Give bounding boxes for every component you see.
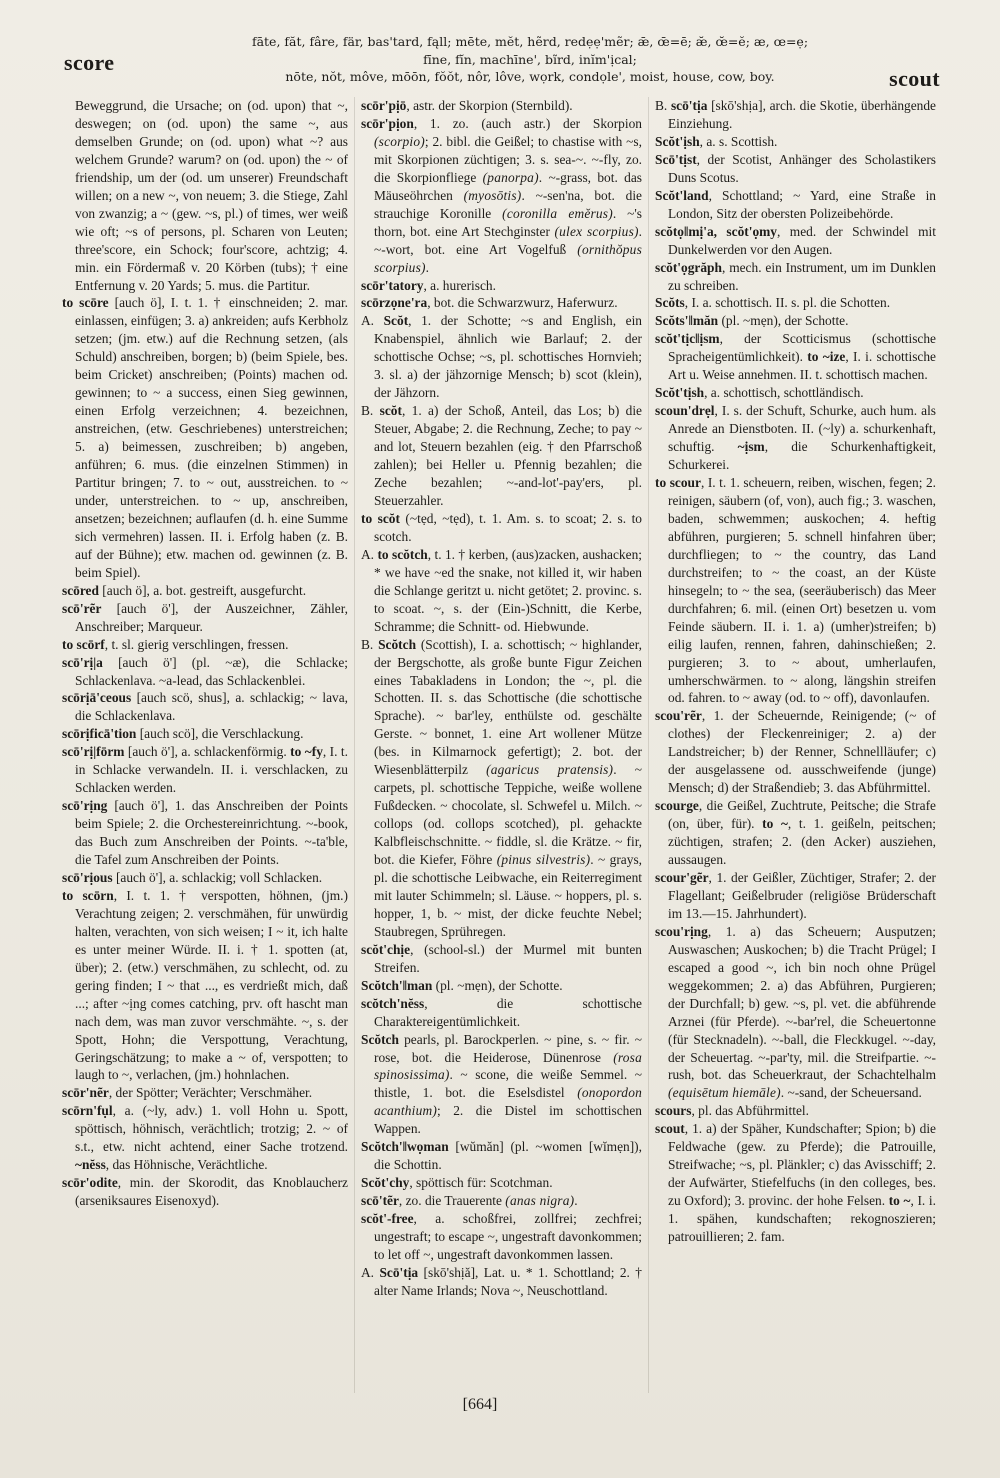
entry-text: . ~ scone, die weiße Semmel. ~ thistle, 1. bot. die Eselsdistel bbox=[374, 1067, 642, 1101]
entry-text: . ~-wort, bot. eine Art Vogelfuß bbox=[374, 223, 643, 257]
dictionary-entry bbox=[655, 797, 936, 869]
headword: scōrn'fụl bbox=[62, 1103, 113, 1119]
headword: scou'rịng bbox=[655, 923, 708, 939]
entry-text: , mech. ein Instrument, um im Dunklen zu schreiben. bbox=[668, 259, 936, 293]
entry-text: (pl. ~mẹn), der Schotte. bbox=[432, 977, 563, 993]
scientific-name: (ornithŏpus scorpius) bbox=[374, 241, 642, 275]
headword: Scŏtch'‖man bbox=[361, 977, 433, 993]
headword: scō'rẽr bbox=[62, 600, 102, 616]
entry-text: [auch ö'], a. schlackenförmig. bbox=[124, 744, 291, 760]
dictionary-entry bbox=[655, 312, 936, 330]
headword: Scō'tịst bbox=[655, 151, 697, 167]
scientific-name: (myosōtis) bbox=[463, 187, 522, 203]
entry-text: , 1. der Scheuernde, Reinigende; (~ of clothes) der Fleckenreiniger; 2. a) der Landstreicher; b) der Renner, Schnellläufer; c) der ausgelassene od. ausschweifende (junge) Mensch; d) der Straßendieb; 3. das Abführmittel. bbox=[668, 708, 936, 796]
headword: Scŏtch bbox=[361, 1031, 399, 1047]
entry-text: . ~-sen'na, bot. die strauchige Koronille bbox=[374, 187, 642, 221]
entry-text: , a. (~ly, adv.) 1. voll Hohn u. Spott, spöttisch, höhnisch, verächtlich; trotzig; 2. ~ of s.t., etw. nicht achtend, einer Sache trotzend. bbox=[75, 1103, 348, 1155]
dictionary-entry bbox=[655, 1102, 936, 1120]
entry-text: , 1. der Geißler, Züchtiger, Strafer; 2. der Flagellant; Geißelbruder (religiöse Brüderschaft im 13.—15. Jahrhundert). bbox=[668, 869, 936, 921]
sub-headword: to ~ bbox=[888, 1193, 911, 1209]
dictionary-entry bbox=[361, 941, 642, 977]
dictionary-entry bbox=[62, 797, 348, 869]
entry-text: , Schottland; ~ Yard, eine Straße in London, Sitz der obersten Polizeibehörde. bbox=[668, 187, 936, 221]
entry-text: , 1. a) das Scheuern; Ausputzen; Auswaschen; Auskochen; b) die Tracht Prügel; I escaped a good ~, ich bin noch ohne Prügel weggekommen; 2. a) das Abführen, Purgieren; der Durchfall; b) gew. ~s, pl. vet. die abführende Arznei (für Pferde). ~-bar'rel, die Scheuertonne (für Stecknadeln). ~-ball, die Fleckkugel. ~-day, der Scheuertag. ~-par'ty, mil. die Streifpartie. ~-rush, bot. das Scheuerkraut, der Schachtelhalm bbox=[668, 923, 936, 1083]
dictionary-entry bbox=[361, 1138, 642, 1174]
headword: to scour bbox=[655, 475, 701, 491]
entry-text: [auch ö'], der Auszeichner, Zähler, Anschreiber; Marqueur. bbox=[75, 600, 348, 634]
sub-headword: to ~fy bbox=[290, 744, 323, 760]
dictionary-entry bbox=[62, 1084, 348, 1102]
headword: Scŏtch'‖wọman bbox=[361, 1139, 449, 1155]
dictionary-entry bbox=[655, 474, 936, 707]
dictionary-entry bbox=[62, 600, 348, 636]
headword: scō'rị|a bbox=[62, 654, 103, 670]
dictionary-entry bbox=[655, 97, 936, 133]
entry-text: , pl. das Abführmittel. bbox=[691, 1103, 809, 1119]
headword: Scŏtch bbox=[378, 636, 417, 652]
entry-text: [auch ö], I. t. 1. † einschneiden; 2. mar. einlassen, einfügen; 3. a) ankreiden; aufs Kerbholz setzen; (jm. etw.) auf die Rechnung setzen, (als Schuld) anschreiben, borgen; b) (beim Spiele, bes. beim Cricket) anschreiben; (Points) machen od. gewinnen; to ~ a success, einen Sieg gewinnen, einen Erfolg verzeichnen; 4. bezeichnen, anstreichen, (etw. Geschriebenes) unterstreichen; 5. a) beimessen, zuschreiben; b) angeben, anführen; 6. mus. (die einzelnen Stimmen) in Partitur bringen; 7. to ~ out, ausstreichen. to ~ under, unterstreichen. to ~ up, anschreiben, ansetzen; bezeichnen; auflaufen (d. h. eine Summe sich vermehren) lassen. II. i. Erfolg haben (z. B. auf der Bühne); etw. machen od. gewinnen (z. B. beim Spiel). bbox=[75, 295, 349, 580]
dictionary-entry bbox=[655, 1120, 936, 1246]
entry-text: , astr. der Skorpion (Sternbild). bbox=[406, 98, 573, 113]
headword: scōrzọne'ra bbox=[361, 295, 428, 311]
dictionary-entry bbox=[62, 887, 348, 1084]
sub-headword: ~ịsm bbox=[737, 439, 765, 455]
headword: scŏt'-free bbox=[361, 1211, 414, 1227]
scientific-name: (anas nigra) bbox=[505, 1193, 575, 1209]
entry-text: ; 2. die Distel im schottischen Wappen. bbox=[374, 1103, 642, 1137]
dictionary-entry bbox=[361, 1174, 642, 1192]
entry-text: , I. t. in Schlacke verwandeln. II. i. verschlacken, zu Schlacken werden. bbox=[75, 744, 348, 796]
entry-text: . ~ grays, pl. die schottische Leibwache, ein Reiterregiment mit lauter Schimmeln; sl. Läuse. ~ hoppers, pl. s. hopper, 1, b. ~ mist, der dicke feuchte Nebel; Staubregen, Sprühregen. bbox=[374, 852, 643, 939]
entry-text: , 1. a) der Späher, Kundschafter; Spion; b) die Feldwache (gew. zu Pferde); die Patrouille, Streifwache; ~s, pl. Plänkler; c) das Avisschiff; 2. der Aufwärter, Stiefelfuchs (in den colleges, bes. zu Oxford); 3. provinc. der hohe Felsen. bbox=[668, 1121, 936, 1209]
entry-text: . ~-sand, der Scheuersand. bbox=[780, 1085, 922, 1101]
headword: to scŏt bbox=[361, 510, 400, 526]
headword: to scōre bbox=[62, 295, 109, 311]
headword: scŏtọ‖mị'a, scŏt'ọmy bbox=[655, 223, 777, 239]
entry-text: . ~'s thorn, bot. eine Art Stechginster bbox=[374, 205, 642, 239]
scientific-name: (pinus silvestris) bbox=[496, 852, 591, 868]
entry-text: , der Spötter; Verächter; Verschmäher. bbox=[108, 1085, 313, 1101]
dictionary-entry bbox=[655, 923, 936, 1103]
dictionary-entry bbox=[361, 402, 642, 510]
entry-text: [auch ö'], a. schlackig; voll Schlacken. bbox=[112, 869, 323, 885]
left-guide-word: score bbox=[64, 50, 115, 75]
headword: to scōrf bbox=[62, 636, 105, 652]
entry-text: Beweggrund, die Ursache; on (od. upon) that ~, deswegen; on (od. upon) the same ~, aus demselben Grunde; on (od. upon) what ~? aus welchem Grunde? warum? on (od. upon) the ~ of friendship, um der (od. um unserer) Freundschaft willen; on a new ~, von neuem; 3. die Stiege, Zahl von zwanzig; a ~ (gew. ~s, pl.) of times, wer weiß wie oft; ~s of persons, pl. Scharen von Leuten; three'score, ein Schock; four'score, achtzig; 4. min. ein Fördermaß v. 20 Körben (tubs); † eine Entfernung v. 20 Yards; 5. mus. die Partitur. bbox=[75, 98, 348, 293]
headword: scōrịā'ceous bbox=[62, 690, 132, 706]
dictionary-entry bbox=[62, 869, 348, 887]
sub-headword: to ~ bbox=[762, 816, 788, 832]
dictionary-entry bbox=[655, 259, 936, 295]
dictionary-entry bbox=[361, 312, 642, 402]
entry-text: [auch ö], a. bot. gestreift, ausgefurcht. bbox=[98, 582, 307, 598]
scientific-name: (equisētum hiemāle) bbox=[668, 1085, 781, 1101]
dictionary-entry bbox=[62, 582, 348, 600]
entry-text: pearls, pl. Barockperlen. ~ pine, s. ~ fir. ~ rose, bot. die Heiderose, Dünenrose bbox=[374, 1031, 642, 1065]
dictionary-entry bbox=[655, 869, 936, 923]
scientific-name: (agaricus pratensis) bbox=[486, 762, 614, 778]
dictionary-entry bbox=[361, 510, 642, 546]
dictionary-entry bbox=[655, 133, 936, 151]
dictionary-entry bbox=[62, 689, 348, 725]
dictionary-entry bbox=[655, 402, 936, 474]
dictionary-entry bbox=[361, 977, 642, 995]
dictionary-entry bbox=[62, 725, 348, 743]
entry-text: , der Scotist, Anhänger des Scholastikers Duns Scotus. bbox=[668, 151, 936, 185]
entry-text: . ~ carpets, pl. schottische Teppiche, weiße wollene Fußdecken. ~ chocolate, sl. Schwefel u. Milch. ~ collops (od. collops scotched), pl. gehackte Kalbfleischschnitte. ~ fiddle, sl. die Krätze. ~ fir, bot. die Kiefer, Föhre bbox=[374, 762, 642, 868]
sub-headword: ~nĕss bbox=[75, 1157, 106, 1173]
text-columns bbox=[60, 97, 942, 1393]
entry-text: , die Geißel, Zuchtrute, Peitsche; die Strafe (on, über, für). bbox=[668, 798, 936, 832]
entry-text: , die schottische Charaktereigentümlichkeit. bbox=[374, 995, 642, 1029]
entry-text: , t. 1. geißeln, peitschen; züchtigen, strafen; 2. (den Acker) ausziehen, aussaugen. bbox=[668, 816, 937, 868]
entry-text: A. bbox=[361, 546, 378, 562]
entry-text: (Scottish), I. a. schottisch; ~ highlander, der Bergschotte, als große bunte Figur Zeichen eines Tabakladens in London; the ~, pl. die Schotten. II. s. das Schottische (die schottische Sprache). ~ bar'ley, enthülste od. geschälte Gerste. ~ bonnet, 1. eine Art wollener Mütze (bes. in Kilmarnock gefertigt); 2. bot. der Wiesenblätterpilz bbox=[374, 636, 642, 778]
headword: scoun'drẹl bbox=[655, 403, 715, 419]
headword: scŏtch'nĕss bbox=[361, 995, 425, 1011]
entry-text: , 1. der Schotte; ~s and English, ein Knabenspiel, ähnlich wie Barlauf; 2. der schottische Ochse; ~s, pl. schottisches Hornvieh; 3. sl. a) der jähzornige Mensch; b) scot (klein), der Jähzorn. bbox=[374, 313, 642, 401]
entry-text: , t. sl. gierig verschlingen, fressen. bbox=[104, 636, 289, 652]
headword: scōr'nẽr bbox=[62, 1085, 109, 1101]
dictionary-entry bbox=[655, 707, 936, 797]
entry-text: , die Schurkenhaftigkeit, Schurkerei. bbox=[668, 439, 936, 473]
scientific-name: (ulex scorpius) bbox=[554, 223, 639, 239]
scientific-name: (onopordon acanthium) bbox=[374, 1085, 642, 1119]
headword: scō'rịng bbox=[62, 798, 108, 814]
entry-text: B. bbox=[361, 636, 379, 652]
headword: Scŏt'land bbox=[655, 187, 709, 203]
entry-text: , med. der Schwindel mit Dunkelwerden vor den Augen. bbox=[668, 223, 936, 257]
column-middle bbox=[354, 97, 648, 1393]
entry-text: A. bbox=[361, 1264, 380, 1280]
column-left bbox=[60, 97, 354, 1393]
headword: scōrịficā'tion bbox=[62, 726, 137, 742]
dictionary-entry bbox=[361, 115, 642, 277]
entry-text: , zo. die Trauerente bbox=[398, 1193, 506, 1209]
headword: scout bbox=[655, 1121, 685, 1137]
headword: scou'rẽr bbox=[655, 708, 702, 724]
page-number: [664] bbox=[462, 1396, 498, 1413]
entry-text: [skō'shịa], arch. die Skotie, überhängende Einziehung. bbox=[668, 98, 936, 131]
headword: Scŏt'tịsh bbox=[655, 385, 705, 401]
entry-text: B. bbox=[361, 403, 380, 419]
entry-text: ; 2. bibl. die Geißel; to chastise with ~s, mit Skorpionen züchtigen; 3. s. sea-~. ~-fly, zo. die Skorpionfliege bbox=[374, 133, 642, 185]
dictionary-entry bbox=[361, 97, 642, 115]
entry-text: [auch ö'] (pl. ~æ), die Schlacke; Schlackenlava. ~a-lead, das Schlackenblei. bbox=[75, 654, 348, 688]
headword: Scō'tịa bbox=[379, 1264, 419, 1280]
dictionary-entry bbox=[62, 294, 348, 581]
dictionary-entry bbox=[62, 743, 348, 797]
entry-text: , 1. zo. (auch astr.) der Skorpion bbox=[413, 115, 642, 131]
headword: scō'tẽr bbox=[361, 1193, 399, 1209]
entry-text: , der Scotticismus (schottische Spracheigentümlichkeit). bbox=[668, 331, 936, 365]
dictionary-entry bbox=[62, 636, 348, 654]
dictionary-entry bbox=[361, 1031, 642, 1139]
entry-text: , bot. die Schwarzwurz, Haferwurz. bbox=[427, 295, 618, 311]
right-guide-word: scout bbox=[889, 66, 940, 91]
entry-text: , (school-sl.) der Murmel mit bunten Streifen. bbox=[374, 941, 642, 975]
dictionary-entry bbox=[62, 97, 348, 294]
pronunciation-key-line: fāte, făt, fâre, fär, bas'tard, fąll; mēte, mĕt, hẽrd, redẹẹ'mẽr; ǣ, œ̄=ē; æ̆, œ̆=ĕ; æ, œ=ẹ; bbox=[251, 34, 809, 49]
entry-text: [auch scö, shus], a. schlackig; ~ lava, die Schlackenlava. bbox=[75, 690, 348, 724]
entry-text: . bbox=[574, 1193, 578, 1209]
headword: scōr'tatory bbox=[361, 277, 424, 293]
entry-text: [skō'shịă], Lat. u. * 1. Schottland; 2. † alter Name Irlands; Nova ~, Neuschottland. bbox=[374, 1264, 642, 1298]
entry-text: , a. s. Scottish. bbox=[699, 133, 778, 149]
headword: scŏt'chịe bbox=[361, 941, 411, 957]
dictionary-entry bbox=[655, 330, 936, 384]
entry-text: , t. 1. † kerben, (aus)zacken, aushacken; * we have ~ed the snake, not killed it, wir haben die Schlange geritzt u. nicht getötet; 2. provinc. s. to scoat. ~, s. der (Ein-)Schnitt, die Kerbe, Schramme; die Schnitt- od. Hiebwunde. bbox=[374, 546, 642, 634]
entry-text: , I. i. schottische Art u. Weise annehmen. II. t. schottisch machen. bbox=[668, 349, 937, 383]
dictionary-entry bbox=[655, 294, 936, 312]
entry-text: , I. i. 1. spähen, kundschaften; rekognoszieren; patrouillieren; 2. fam. bbox=[668, 1193, 936, 1245]
headword: scōr'pịon bbox=[361, 115, 414, 131]
dictionary-entry bbox=[655, 384, 936, 402]
entry-text: , a. schoßfrei, zollfrei; zechfrei; ungestraft; to escape ~, ungestraft davonkommen; to let off ~, ungestraft davonkommen lassen. bbox=[374, 1211, 642, 1262]
headword: scō'tịa bbox=[670, 98, 708, 113]
entry-text: , a. hurerisch. bbox=[423, 277, 496, 293]
scientific-name: (coronilla emĕrus) bbox=[502, 205, 613, 221]
entry-text: , I. t. 1. † verspotten, höhnen, (jm.) Verachtung zeigen; 2. verschmähen, für unwürdig halten, verachten, von sich weisen; I ~ it, ich halte es unter meiner Würde. II. i. † 1. spotten (at, über); 2. (etw.) verschmähen, zu schlecht, od. zu gering finden; I ~ that ..., es verdrießt mich, daß ...; after ~ịng comes catching, prv. oft hascht man nach dem, was man zuvor verschmähte. ~, s. der Spott, Hohn; die Verspottung, Verachtung, Geringschätzung; to make a ~ of, verspotten; to laugh to ~, verlachen, (jm.) hohnlachen. bbox=[75, 887, 348, 1083]
entry-text: [wŭmăn] (pl. ~women [wĭmẹn]), die Schottin. bbox=[374, 1139, 642, 1173]
scientific-name: (rosa spinosissima) bbox=[374, 1049, 642, 1083]
headword: scour'gẽr bbox=[655, 869, 709, 885]
dictionary-entry bbox=[361, 1192, 642, 1210]
scientific-name: (panorpa) bbox=[482, 169, 539, 185]
entry-text: , spöttisch für: Scotchman. bbox=[409, 1175, 553, 1191]
entry-text: , a. schottisch, schottländisch. bbox=[704, 385, 864, 401]
headword: scō'rị|fōrm bbox=[62, 744, 125, 760]
headword: Scŏts bbox=[655, 295, 685, 311]
dictionary-entry bbox=[655, 187, 936, 223]
dictionary-entry bbox=[361, 546, 642, 636]
dictionary-entry bbox=[62, 1174, 348, 1210]
entry-text: , das Höhnische, Verächtliche. bbox=[105, 1157, 268, 1173]
dictionary-entry bbox=[361, 1264, 642, 1300]
entry-text: B. bbox=[655, 98, 671, 113]
dictionary-entry bbox=[655, 223, 936, 259]
entry-text: [auch ö'], 1. das Anschreiben der Points beim Spiele; 2. die Orchestereinrichtung. ~-book, das Buch zum Anschreiben der Points. ~-ta'ble, die Tafel zum Anschreiben der Points. bbox=[75, 798, 348, 868]
headword: to scŏtch bbox=[377, 546, 428, 562]
dictionary-entry bbox=[361, 636, 642, 941]
entry-text: , I. s. der Schuft, Schurke, auch hum. als Anrede an Dienstboten. II. (~ly) a. schurkenhaft, schuftig. bbox=[668, 403, 936, 455]
headword: Scŏts'‖măn bbox=[655, 313, 719, 329]
dictionary-entry bbox=[361, 277, 642, 295]
entry-text: , min. der Skorodit, das Knoblaucherz (arseniksaures Eisenoxyd). bbox=[75, 1175, 348, 1209]
headword: scōr'odite bbox=[62, 1175, 118, 1191]
entry-text: A. bbox=[361, 313, 384, 329]
pronunciation-key-line: nōte, nŏt, môve, mōōn, fŏŏt, nôr, lôve, wọrk, condọle', moist, house, cow, boy. bbox=[285, 69, 775, 84]
entry-text: , I. t. 1. scheuern, reiben, wischen, fegen; 2. reinigen, säubern (of, von), auch fig.; 3. waschen, baden, schwemmen; auskochen; 4. heftig abführen, purgieren; 5. schnell hinfahren über; durchfliegen; to ~ the country, das Land durchstreifen; to ~ the coast, an der Küste hinsegeln; to ~ the sea, (seeräuberisch) das Meer durchfahren; 6. mil. (einen Ort) besetzen u. vom Feinde säubern. II. i. 1. a) (umher)streifen; b) eilig laufen, rennen, fahren, dahinschießen; 2. purgieren; 3. to ~ about, umherlaufen, umherschwärmen. to ~ along, längshin streifen od. fahren. to ~ away (od. to ~ off), davonlaufen. bbox=[668, 475, 936, 706]
headword: scō'rịous bbox=[62, 869, 113, 885]
scientific-name: (scorpio) bbox=[374, 133, 425, 149]
headword: scŏt'ọgrăph bbox=[655, 259, 722, 275]
headword: scŏt bbox=[379, 403, 402, 419]
sub-headword: to ~ize bbox=[807, 349, 846, 365]
headword: Scŏt'ịsh bbox=[655, 133, 700, 149]
entry-text: [auch scö], die Verschlackung. bbox=[136, 726, 304, 742]
dictionary-entry bbox=[62, 1102, 348, 1174]
dictionary-entry bbox=[62, 654, 348, 690]
entry-text: , I. a. schottisch. II. s. pl. die Schotten. bbox=[684, 295, 891, 311]
dictionary-entry bbox=[655, 151, 936, 187]
headword: scōr'pịō bbox=[361, 98, 407, 113]
headword: Scŏt'chy bbox=[361, 1175, 410, 1191]
dictionary-entry bbox=[361, 995, 642, 1031]
entry-text: (~tẹd, ~tẹd), t. 1. Am. s. to scoat; 2. s. to scotch. bbox=[374, 510, 642, 544]
entry-text: . ~-grass, bot. das Mäuseöhrchen bbox=[374, 169, 643, 203]
headword: scŏt'tịc‖ịsm bbox=[655, 331, 720, 347]
headword: scōred bbox=[62, 582, 99, 598]
column-right bbox=[648, 97, 942, 1393]
headword: Scŏt bbox=[383, 313, 409, 329]
dictionary-entry bbox=[361, 1210, 642, 1264]
headword: scours bbox=[655, 1103, 692, 1119]
dictionary-entry bbox=[361, 294, 642, 312]
headword: scourge bbox=[655, 798, 699, 814]
entry-text: . bbox=[425, 259, 430, 275]
pronunciation-key bbox=[205, 33, 855, 86]
entry-text: , 1. a) der Schoß, Anteil, das Los; b) die Steuer, Abgabe; 2. die Rechnung, Zeche; to pay ~ and lot, Steuern bezahlen (eig. † den Pfarrschoß zahlen); bei Heller u. Pfennig bezahlen; die Zeche bezahlen; ~-and-lot'-pay'ers, pl. Steuerzahler. bbox=[374, 403, 642, 508]
entry-text: (pl. ~mẹn), der Schotte. bbox=[718, 313, 849, 329]
headword: to scōrn bbox=[62, 887, 114, 903]
pronunciation-key-line: fīne, fĭn, machīne', bĩrd, inĭm'ịcal; bbox=[423, 51, 637, 67]
